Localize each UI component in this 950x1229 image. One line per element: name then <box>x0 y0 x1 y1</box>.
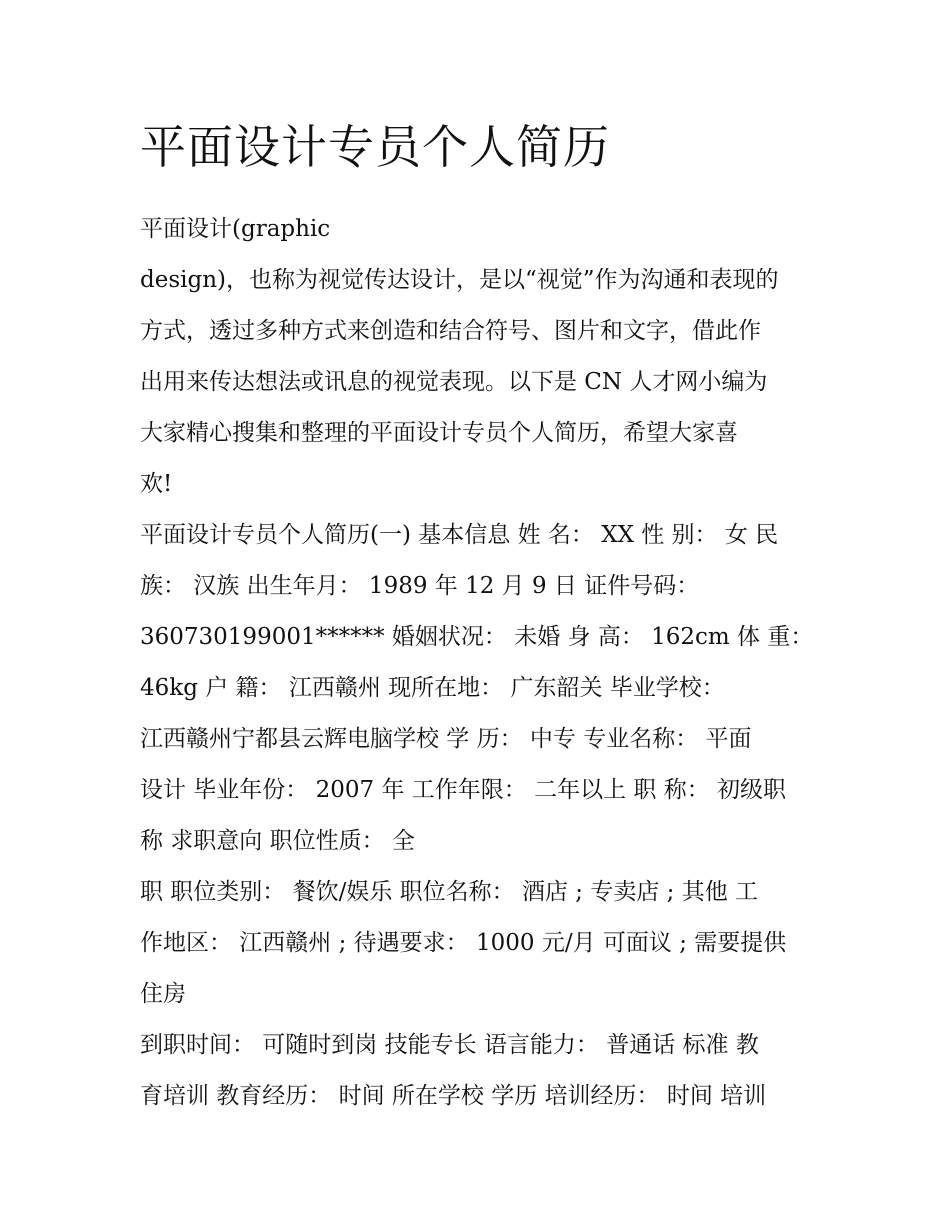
body-line: 平面设计(graphic <box>140 216 331 242</box>
body-line: 欢! <box>140 471 173 497</box>
body-line: 大家精心搜集和整理的平面设计专员个人简历，希望大家喜 <box>140 420 738 446</box>
body-line: 育培训 教育经历： 时间 所在学校 学历 培训经历： 时间 培训 <box>140 1083 767 1109</box>
page-title: 平面设计专员个人简历 <box>140 120 610 174</box>
body-line: 方式，透过多种方式来创造和结合符号、图片和文字，借此作 <box>140 318 761 344</box>
body-line: 称 求职意向 职位性质： 全 <box>140 828 415 854</box>
body-line: 360730199001****** 婚姻状况： 未婚 身 高： 162cm 体 重： <box>140 624 814 650</box>
body-line: 平面设计专员个人简历(一) 基本信息 姓 名： XX 性 别： 女 民 <box>140 522 779 548</box>
body-line: 设计 毕业年份： 2007 年 工作年限： 二年以上 职 称： 初级职 <box>140 777 787 803</box>
body-line: 出用来传达想法或讯息的视觉表现。以下是 CN 人才网小编为 <box>140 369 768 395</box>
body-line: 到职时间： 可随时到岗 技能专长 语言能力： 普通话 标准 教 <box>140 1032 759 1058</box>
body-line: 作地区： 江西赣州 ; 待遇要求： 1000 元/月 可面议 ; 需要提供 <box>140 930 787 956</box>
body-line: 46kg 户 籍： 江西赣州 现所在地： 广东韶关 毕业学校： <box>140 675 725 701</box>
document-content <box>140 108 820 1122</box>
body-line: 族： 汉族 出生年月： 1989 年 12 月 9 日 证件号码： <box>140 573 700 599</box>
body-line: 江西赣州宁都县云辉电脑学校 学 历： 中专 专业名称： 平面 <box>140 726 752 752</box>
body-line: 住房 <box>140 981 186 1007</box>
document-body <box>140 204 820 1122</box>
body-line: design)，也称为视觉传达设计，是以“视觉”作为沟通和表现的 <box>140 267 779 293</box>
body-line: 职 职位类别： 餐饮/娱乐 职位名称： 酒店 ; 专卖店 ; 其他 工 <box>140 879 759 905</box>
